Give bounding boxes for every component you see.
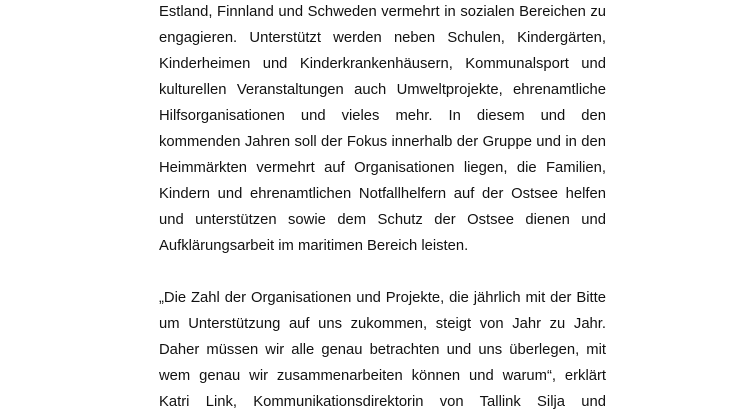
paragraph-2-line-4: wem genau wir zusammenarbeiten können und warum“, erklärt [159,368,606,384]
paragraph-1-line-4: kulturellen Veranstaltungen auch Umweltprojekte, ehrenamtliche [159,82,606,98]
paragraph-1-line-2: engagieren. Unterstützt werden neben Schulen, Kindergärten, [159,30,606,46]
paragraph-1-line-8: Kindern und ehrenamtlichen Notfallhelfern auf der Ostsee helfen [159,186,606,202]
paragraph-2-line-5: Katri Link, Kommunikationsdirektorin von Tallink Silja und [159,394,606,410]
paragraph-2-line-2: um Unterstützung auf uns zukommen, steigt von Jahr zu Jahr. [159,316,606,332]
paragraph-2-line-1: „Die Zahl der Organisationen und Projekte, die jährlich mit der Bitte [159,290,606,306]
paragraph-1-line-1: Estland, Finnland und Schweden vermehrt in sozialen Bereichen zu [159,4,606,20]
paragraph-1-line-9: und unterstützen sowie dem Schutz der Ostsee dienen und [159,212,606,228]
paragraph-1-line-7: Heimmärkten vermehrt auf Organisationen liegen, die Familien, [159,160,606,176]
paragraph-1-line-10: Aufklärungsarbeit im maritimen Bereich leisten. [159,238,469,254]
paragraph-1-line-5: Hilfsorganisationen und vieles mehr. In diesem und den [159,108,606,124]
paragraph-1-line-3: Kinderheimen und Kinderkrankenhäusern, Kommunalsport und [159,56,606,72]
paragraph-2-line-3: Daher müssen wir alle genau betrachten und uns überlegen, mit [159,342,606,358]
document-page [159,0,606,419]
paragraph-1-line-6: kommenden Jahren soll der Fokus innerhalb der Gruppe und in den [159,134,606,150]
